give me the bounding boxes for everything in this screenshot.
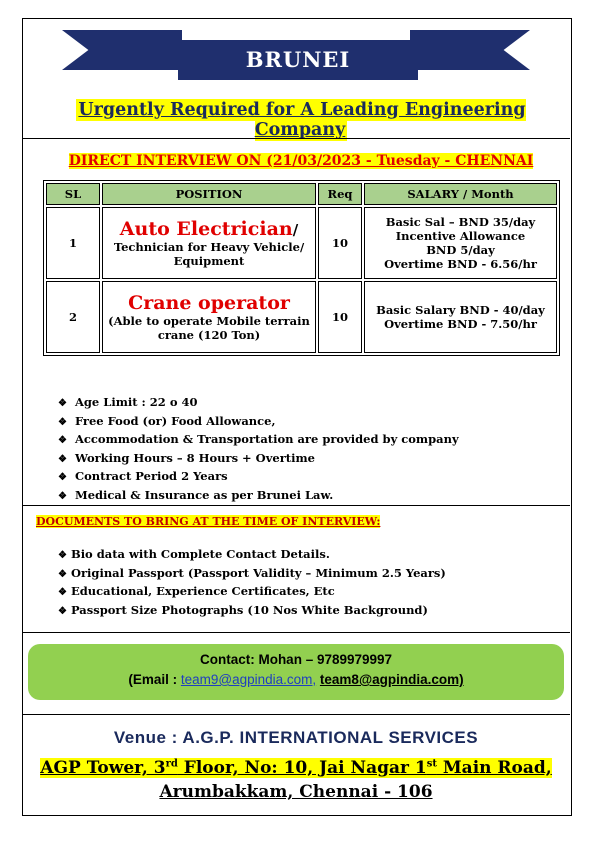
email-link[interactable]: team8@agpindia.com) [319, 672, 464, 687]
contact-box [28, 644, 564, 700]
col-salary: SALARY / Month [364, 183, 557, 205]
row-req: 10 [318, 281, 362, 353]
divider [22, 632, 570, 633]
benefits-list [58, 394, 459, 506]
list-item: ❖ Age Limit : 22 o 40 [58, 394, 459, 413]
venue-title: Venue : A.G.P. INTERNATIONAL SERVICES [113, 728, 479, 747]
list-item: ❖ Medical & Insurance as per Brunei Law. [58, 487, 459, 506]
headline: Urgently Required for A Leading Engineering Company [78, 100, 526, 140]
row-position: Auto Electrician/ Technician for Heavy Vehicle/ Equipment [102, 207, 316, 279]
list-item: ❖ Passport Size Photographs (10 Nos White Background) [58, 602, 446, 621]
row-salary: Basic Sal – BND 35/day Incentive Allowance BND 5/day Overtime BND - 6.56/hr [364, 207, 557, 279]
divider [22, 505, 570, 506]
venue-address: AGP Tower, 3rd Floor, No: 10, Jai Nagar 1st Main Road, Arumbakkam, Chennai - 106 [40, 757, 552, 802]
col-req: Req [318, 183, 362, 205]
documents-heading: DOCUMENTS TO BRING AT THE TIME OF INTERVIEW: [36, 515, 381, 528]
email-link[interactable]: team9@agpindia.com, [180, 672, 317, 687]
list-item: ❖ Accommodation & Transportation are provided by company [58, 431, 459, 450]
contact-email: (Email : team9@agpindia.com, team8@agpindia.com) [128, 672, 464, 687]
position-title: Auto Electrician [119, 218, 293, 240]
table-header [46, 183, 557, 205]
contact-phone: Contact: Mohan – 9789979997 [199, 652, 393, 667]
table-row [46, 281, 557, 353]
col-position: POSITION [102, 183, 316, 205]
positions-table [43, 180, 560, 356]
row-sl: 1 [46, 207, 100, 279]
row-sl: 2 [46, 281, 100, 353]
col-sl: SL [46, 183, 100, 205]
row-req: 10 [318, 207, 362, 279]
list-item: ❖ Bio data with Complete Contact Details. [58, 546, 446, 565]
divider [22, 138, 570, 139]
list-item: ❖ Original Passport (Passport Validity – Minimum 2.5 Years) [58, 565, 446, 584]
list-item: ❖ Free Food (or) Food Allowance, [58, 413, 459, 432]
country-banner: BRUNEI [178, 40, 418, 80]
position-subtitle: Technician for Heavy Vehicle/ Equipment [113, 240, 305, 268]
position-subtitle: (Able to operate Mobile terrain crane (120 Ton) [108, 314, 310, 342]
list-item: ❖ Working Hours – 8 Hours + Overtime [58, 450, 459, 469]
divider [22, 714, 570, 715]
documents-list [58, 546, 446, 620]
interview-date: DIRECT INTERVIEW ON (21/03/2023 - Tuesday - CHENNAI [68, 153, 534, 169]
position-title: Crane operator [128, 292, 290, 314]
row-position [102, 281, 316, 353]
row-salary: Basic Salary BND - 40/day Overtime BND - 7.50/hr [364, 281, 557, 353]
table-row [46, 207, 557, 279]
list-item: ❖ Educational, Experience Certificates, Etc [58, 583, 446, 602]
list-item: ❖ Contract Period 2 Years [58, 468, 459, 487]
